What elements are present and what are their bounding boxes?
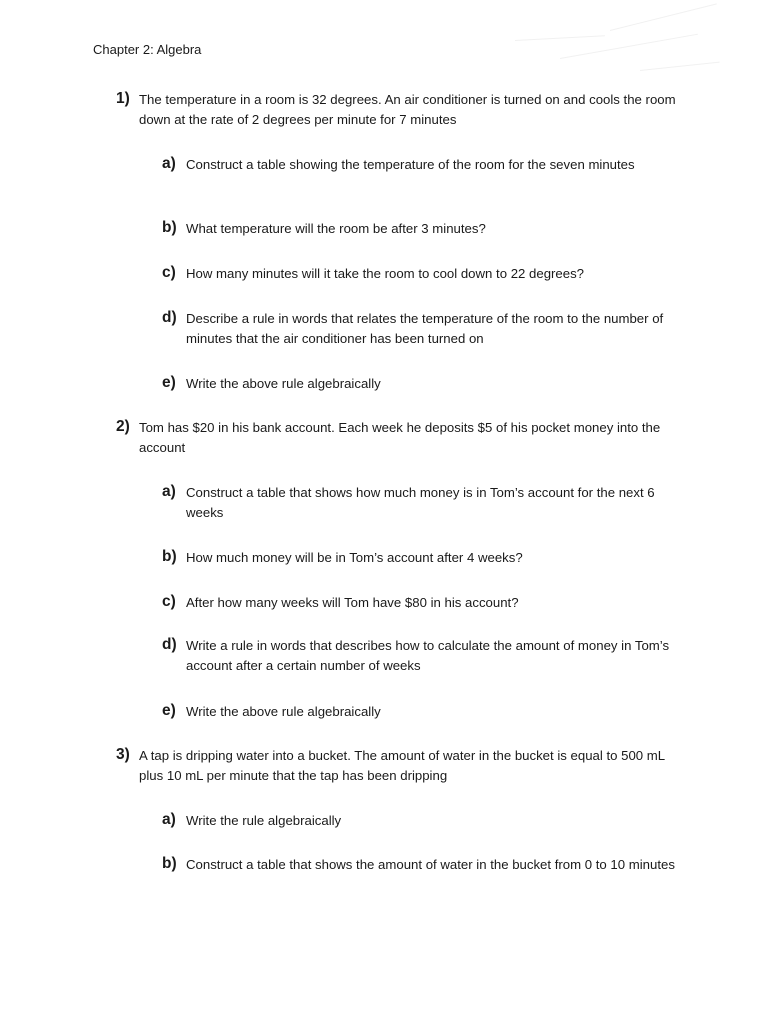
part-text: Write a rule in words that describes how to calculate the amount of money in Tom’s account after a certain number of weeks	[186, 638, 670, 673]
part-letter: b)	[162, 548, 177, 565]
question-number: 1)	[116, 90, 130, 107]
question-text: Tom has $20 in his bank account. Each week he deposits $5 of his pocket money into the account	[139, 420, 661, 455]
scan-artifact	[515, 35, 605, 41]
page-header: Chapter 2: Algebra	[93, 42, 202, 57]
part-text: Construct a table that shows how much money is in Tom’s account for the next 6 weeks	[186, 485, 655, 520]
part-text: Write the above rule algebraically	[186, 704, 381, 719]
part-letter: d)	[162, 309, 177, 326]
question-text: The temperature in a room is 32 degrees. An air conditioner is turned on and cools the room down at the rate of 2 degrees per minute for 7 minutes	[139, 92, 676, 127]
part-letter: d)	[162, 636, 177, 653]
part-text: Construct a table that shows the amount of water in the bucket from 0 to 10 minutes	[186, 857, 675, 872]
part-letter: c)	[162, 593, 176, 610]
part-text: After how many weeks will Tom have $80 in his account?	[186, 595, 519, 610]
part-letter: a)	[162, 483, 176, 500]
part-text: How many minutes will it take the room to cool down to 22 degrees?	[186, 266, 585, 281]
part-text: Describe a rule in words that relates the temperature of the room to the number of minutes that the air conditioner has been turned on	[186, 311, 664, 346]
part-text: Construct a table showing the temperature of the room for the seven minutes	[186, 157, 635, 172]
question-number: 2)	[116, 418, 130, 435]
part-text: Write the rule algebraically	[186, 813, 342, 828]
part-text: What temperature will the room be after 3 minutes?	[186, 221, 486, 236]
question-text: A tap is dripping water into a bucket. The amount of water in the bucket is equal to 500 mL plus 10 mL per minute that the tap has been dripping	[139, 748, 665, 783]
part-letter: b)	[162, 855, 177, 872]
part-letter: a)	[162, 811, 176, 828]
scan-artifact	[610, 3, 717, 31]
part-letter: b)	[162, 219, 177, 236]
part-letter: c)	[162, 264, 176, 281]
part-text: How much money will be in Tom’s account after 4 weeks?	[186, 550, 523, 565]
part-text: Write the above rule algebraically	[186, 376, 381, 391]
scan-artifact	[640, 62, 720, 71]
part-letter: a)	[162, 155, 176, 172]
part-letter: e)	[162, 702, 176, 719]
question-number: 3)	[116, 746, 130, 763]
part-letter: e)	[162, 374, 176, 391]
